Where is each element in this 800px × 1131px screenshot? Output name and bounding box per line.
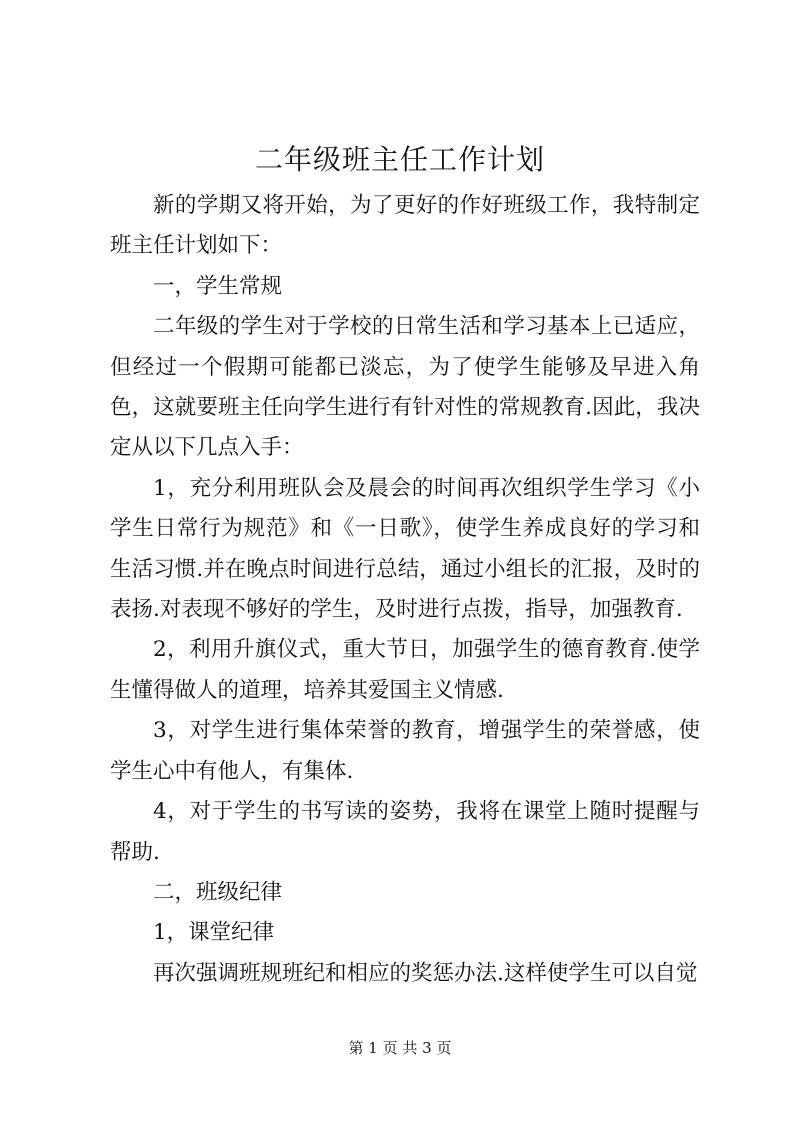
- heading-class-discipline: 二，班级纪律: [153, 879, 283, 905]
- document-title: 二年级班主任工作计划: [254, 143, 545, 176]
- list-item-1: 1，充分利用班队会及晨会的时间再次组织学生学习《小学生日常行为规范》和《一日歌》，使学生养成良好的学习和生活习惯.并在晚点时间进行总结，通过小组长的汇报，及时的表扬.对表现不够好的学生，及时进行点拨，指导，加强教育.: [110, 475, 700, 623]
- list-item-2: 2，利用升旗仪式，重大节日，加强学生的德育教育.使学生懂得做人的道理，培养其爱国主义情感.: [110, 637, 700, 703]
- paragraph-routine-overview: 二年级的学生对于学校的日常生活和学习基本上已适应，但经过一个假期可能都已淡忘，为了使学生能够及早进入角色，这就要班主任向学生进行有针对性的常规教育.因此，我决定从以下几点入手：: [110, 314, 700, 461]
- subheading-classroom-discipline: 1，课堂纪律: [153, 920, 275, 946]
- paragraph-discipline-text: 再次强调班规班纪和相应的奖惩办法.这样使学生可以自觉: [153, 960, 698, 986]
- document-body: [110, 186, 700, 994]
- page-footer: 第 1 页 共 3 页: [348, 1039, 452, 1057]
- heading-student-routine: 一，学生常规: [153, 273, 283, 299]
- list-item-4: 4，对于学生的书写读的姿势，我将在课堂上随时提醒与帮助.: [110, 799, 700, 865]
- paragraph-intro: 新的学期又将开始，为了更好的作好班级工作，我特制定班主任计划如下：: [110, 193, 700, 259]
- list-item-3: 3，对学生进行集体荣誉的教育，增强学生的荣誉感，使学生心中有他人，有集体.: [110, 718, 700, 784]
